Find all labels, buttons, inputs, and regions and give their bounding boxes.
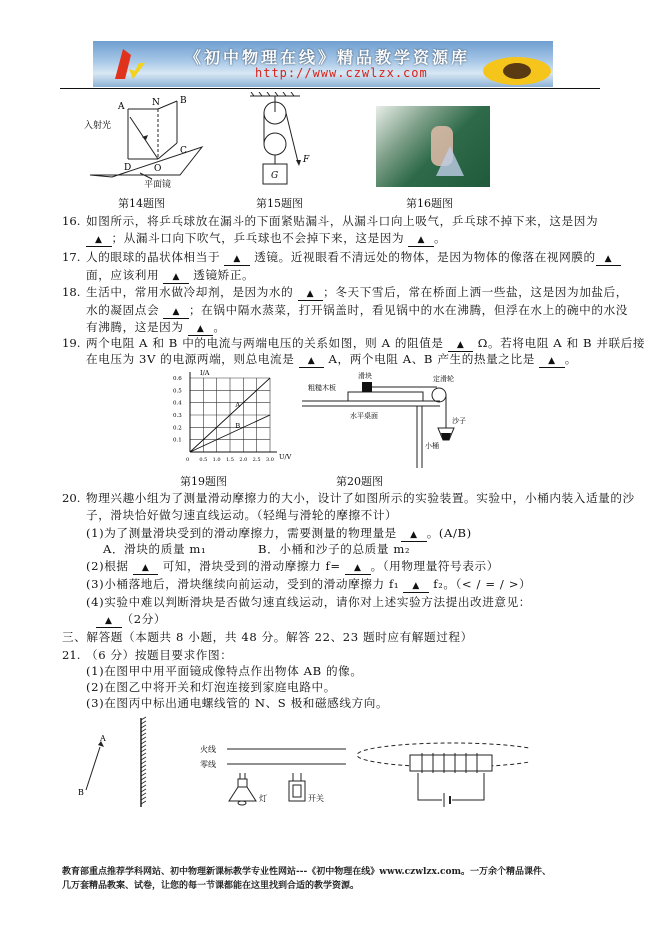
fig21-label-lamp: 灯 xyxy=(259,794,267,803)
y-tick-label: 0.1 xyxy=(173,437,182,444)
q17-number: 17. xyxy=(62,250,81,264)
fig21-label-b: B xyxy=(78,788,84,797)
fig14-caption: 第14题图 xyxy=(118,197,165,210)
series-label-B: B xyxy=(235,422,241,431)
fig14-label-d: D xyxy=(124,163,132,173)
fig15-label-f: F xyxy=(303,155,310,165)
answer-blank[interactable]: ▲ xyxy=(345,563,371,575)
x-tick-label: 2.5 xyxy=(252,457,261,463)
fig21-label-a: A xyxy=(100,734,106,743)
q20-option-a: A．滑块的质量 m₁ xyxy=(103,542,207,556)
answer-blank[interactable]: ▲ xyxy=(86,235,112,247)
sunflower-image xyxy=(481,49,553,87)
q21-line: (1)在图甲中用平面镜成像特点作出物体 AB 的像。 xyxy=(86,664,363,678)
figure-19-chart xyxy=(170,368,298,468)
x-tick-label: 0.5 xyxy=(199,457,208,463)
q20-line: (2)根据 ▲ 可知，滑块受到的滑动摩擦力 f= ▲ 。（用物理量符号表示） xyxy=(86,559,499,573)
q21-number: 21. xyxy=(62,648,81,662)
switch-icon xyxy=(289,773,305,801)
figure-20 xyxy=(300,368,475,468)
q18-line: 有沸腾，这是因为 ▲ 。 xyxy=(86,320,226,334)
fig19-caption: 第19题图 xyxy=(180,475,227,488)
q21-line: （6 分）按题目要求作图： xyxy=(86,648,233,662)
answer-blank[interactable]: ▲ xyxy=(299,356,325,368)
series-label-A: A xyxy=(235,401,241,410)
fig19-xlabel: U/V xyxy=(279,453,292,461)
header-rule xyxy=(60,88,600,89)
fig14-mirror-label: 平面镜 xyxy=(144,180,172,190)
q20-line: 子，滑块恰好做匀速直线运动。（轻绳与滑轮的摩擦不计） xyxy=(86,508,398,522)
footer-line-1: 教育部重点推荐学科网站、初中物理新课标教学专业性网站---《初中物理在线》www.czwlzx.com。一万余个精品课件、 xyxy=(62,867,552,877)
q21-line: (3)在图丙中标出通电螺线管的 N、S 极和磁感线方向。 xyxy=(86,696,389,710)
answer-blank[interactable]: ▲ xyxy=(596,254,622,266)
q20-line: (1)为了测量滑块受到的滑动摩擦力，需要测量的物理量是 ▲ 。(A/B) xyxy=(86,526,472,540)
q20-line: ▲ （2分） xyxy=(96,612,166,628)
x-tick-label: 2.0 xyxy=(239,457,248,463)
q20-line: (4)实验中难以判断滑块是否做匀速直线运动，请你对上述实验方法提出改进意见： xyxy=(86,595,532,609)
q18-line: 生活中，常用水做冷却剂，是因为水的 ▲ ；冬天下雪后，常在桥面上洒一些盐，这是因为加盐后， xyxy=(86,285,628,299)
fig20-label-board: 粗糙木板 xyxy=(308,384,336,392)
fig14-label-o: O xyxy=(154,164,162,174)
q20-line: 物理兴趣小组为了测量滑动摩擦力的大小，设计了如图所示的实验装置。实验中，小桶内装入适量的沙 xyxy=(86,491,635,505)
fig20-label-sand: 沙子 xyxy=(452,417,466,425)
answer-blank[interactable]: ▲ xyxy=(448,340,474,352)
fig20-label-block: 滑块 xyxy=(358,372,372,380)
answer-blank[interactable]: ▲ xyxy=(133,563,159,575)
x-tick-label: 1.5 xyxy=(226,457,234,463)
lamp-icon xyxy=(229,773,256,805)
q16-line: 如图所示，将乒乓球放在漏斗的下面紧贴漏斗，从漏斗口向上吸气，乒乓球不掉下来，这是因为 xyxy=(86,214,599,228)
q16-number: 16. xyxy=(62,214,81,228)
answer-blank[interactable]: ▲ xyxy=(401,530,427,542)
fig16-caption: 第16题图 xyxy=(406,197,453,210)
q20-number: 20. xyxy=(62,491,81,505)
x-tick-label: 3.0 xyxy=(266,457,274,463)
banner-url[interactable]: http://www.czwlzx.com xyxy=(255,66,428,80)
banner-title: 《初中物理在线》精品教学资源库 xyxy=(185,48,471,67)
fig14-label-c: C xyxy=(180,146,187,156)
answer-blank[interactable]: ▲ xyxy=(298,289,324,301)
fig20-label-bucket: 小桶 xyxy=(425,442,439,450)
figure-16-photo xyxy=(376,106,490,187)
solenoid xyxy=(357,743,530,807)
y-tick-label: 0.4 xyxy=(173,400,182,407)
y-tick-label: 0.6 xyxy=(173,376,182,382)
q16-line: ▲ ；从漏斗口向下吹气，乒乓球也不会掉下来，这是因为 ▲ 。 xyxy=(86,231,446,247)
site-logo xyxy=(111,47,151,83)
q18-line: 水的凝固点会 ▲ ；在锅中隔水蒸菜，打开锅盖时，看见锅中的水在沸腾，但浮在水上的碗中的水没 xyxy=(86,303,628,317)
y-tick-label: 0.2 xyxy=(173,425,182,432)
x-tick-label: 0 xyxy=(186,457,190,463)
q20-option-b: B．小桶和沙子的总质量 m₂ xyxy=(258,542,411,556)
y-tick-label: 0.3 xyxy=(173,413,182,419)
q17-line: 面，应该利用 ▲ 透镜矫正。 xyxy=(86,268,255,282)
section-3-title: 三、解答题（本题共 8 小题，共 48 分。解答 22、23 题时应有解题过程） xyxy=(62,630,473,644)
fig20-caption: 第20题图 xyxy=(336,475,383,488)
q18-number: 18. xyxy=(62,285,81,299)
answer-blank[interactable]: ▲ xyxy=(188,324,214,336)
fig15-label-g: G xyxy=(271,171,279,181)
y-tick-label: 0.5 xyxy=(173,388,182,395)
fig15-caption: 第15题图 xyxy=(256,197,303,210)
footer-line-2: 几万套精品教案、试卷，让您的每一节课都能在这里找到合适的教学资源。 xyxy=(62,881,360,891)
q19-line: 两个电阻 A 和 B 中的电流与两端电压的关系如图，则 A 的阻值是 ▲ Ω。若将电阻 A 和 B 并联后接 xyxy=(86,336,646,350)
fig14-label-incident: 入射光 xyxy=(84,121,112,131)
q19-line: 在电压为 3V 的电源两端，则总电流是 ▲ A，两个电阻 A、B 产生的热量之比是 ▲ 。 xyxy=(86,352,577,366)
fig19-ylabel: I/A xyxy=(200,369,210,377)
q17-line: 人的眼球的晶状体相当于 ▲ 透镜。近视眼看不清远处的物体，是因为物体的像落在视网膜的 ▲ xyxy=(86,250,621,266)
fig21-label-live: 火线 xyxy=(200,745,216,754)
answer-blank[interactable]: ▲ xyxy=(224,254,250,266)
answer-blank[interactable]: ▲ xyxy=(163,307,189,319)
header-banner xyxy=(93,41,553,87)
answer-blank[interactable]: ▲ xyxy=(408,235,434,247)
fig20-label-table: 水平桌面 xyxy=(350,412,378,420)
figure-14 xyxy=(80,95,210,180)
fig14-label-b: B xyxy=(180,96,187,106)
fig21-label-neutral: 零线 xyxy=(200,760,216,769)
fig21-label-switch: 开关 xyxy=(308,794,324,803)
fig20-label-pulley: 定滑轮 xyxy=(433,375,454,383)
answer-blank[interactable]: ▲ xyxy=(96,616,122,628)
answer-blank[interactable]: ▲ xyxy=(403,581,429,593)
q19-number: 19. xyxy=(62,336,81,350)
x-tick-label: 1.0 xyxy=(212,457,221,463)
answer-blank[interactable]: ▲ xyxy=(539,356,565,368)
figure-15 xyxy=(248,92,328,187)
fig14-label-a: A xyxy=(118,102,125,112)
answer-blank[interactable]: ▲ xyxy=(163,272,189,284)
fig14-label-n: N xyxy=(152,98,160,108)
q20-line: (3)小桶落地后，滑块继续向前运动，受到的滑动摩擦力 f₁ ▲ f₂。（< / = / >） xyxy=(86,577,532,591)
q21-line: (2)在图乙中将开关和灯泡连接到家庭电路中。 xyxy=(86,680,336,694)
figure-21 xyxy=(70,715,530,815)
